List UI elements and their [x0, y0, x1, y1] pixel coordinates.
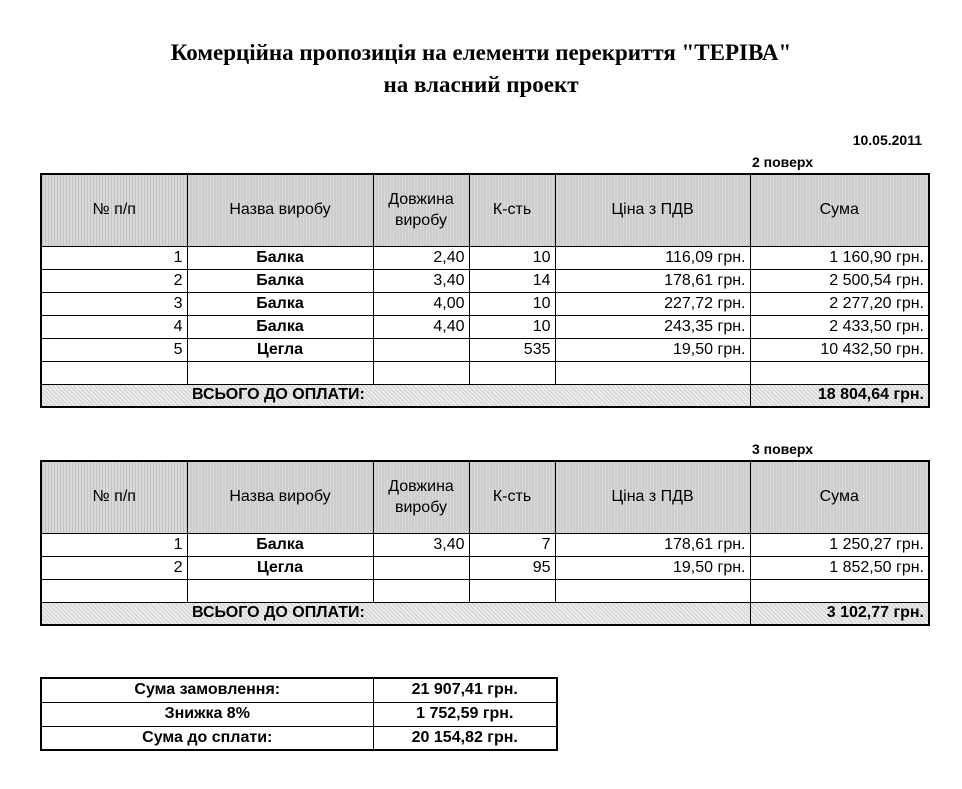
table-row	[41, 269, 929, 292]
cell-name: Балка	[187, 269, 373, 292]
offer-table-floor-3	[40, 460, 930, 626]
document-title: Комерційна пропозиція на елементи перекриття "ТЕРІВА"	[170, 40, 792, 65]
summary-value: 1 752,59 грн.	[373, 702, 557, 726]
table-row	[41, 315, 929, 338]
header-price: Ціна з ПДВ	[555, 461, 750, 533]
header-qty: К-сть	[469, 174, 555, 246]
cell-sum: 1 250,27 грн.	[750, 533, 929, 556]
cell-sum: 10 432,50 грн.	[750, 338, 929, 361]
table-row	[41, 338, 929, 361]
cell-length: 4,40	[373, 315, 469, 338]
header-qty: К-сть	[469, 461, 555, 533]
header-length: Довжина виробу	[373, 174, 469, 246]
table-header-row	[41, 174, 929, 246]
cell-num: 1	[41, 246, 187, 269]
cell-sum: 1 160,90 грн.	[750, 246, 929, 269]
floor-label-2: 2 поверх	[752, 154, 814, 170]
document-date: 10.05.2011	[852, 132, 922, 148]
cell-length: 2,40	[373, 246, 469, 269]
cell-name: Цегла	[187, 556, 373, 579]
empty-row	[41, 579, 929, 602]
cell-qty: 7	[469, 533, 555, 556]
cell-sum: 2 277,20 грн.	[750, 292, 929, 315]
table-row	[41, 292, 929, 315]
header-sum: Сума	[750, 461, 929, 533]
cell-price: 178,61 грн.	[555, 533, 750, 556]
table-row	[41, 533, 929, 556]
total-row	[41, 384, 929, 407]
cell-num: 2	[41, 269, 187, 292]
total-value: 18 804,64 грн.	[750, 384, 929, 407]
cell-name: Балка	[187, 246, 373, 269]
cell-length: 3,40	[373, 533, 469, 556]
order-summary-table	[40, 677, 558, 751]
cell-length	[373, 338, 469, 361]
cell-name: Цегла	[187, 338, 373, 361]
header-sum: Сума	[750, 174, 929, 246]
cell-qty: 95	[469, 556, 555, 579]
cell-qty: 10	[469, 292, 555, 315]
summary-row	[41, 678, 557, 702]
header-num: № п/п	[41, 461, 187, 533]
cell-price: 19,50 грн.	[555, 338, 750, 361]
table-row	[41, 556, 929, 579]
cell-name: Балка	[187, 315, 373, 338]
cell-length: 3,40	[373, 269, 469, 292]
total-row	[41, 602, 929, 625]
document-subtitle: на власний проект	[383, 72, 579, 97]
table-row	[41, 246, 929, 269]
cell-price: 116,09 грн.	[555, 246, 750, 269]
cell-name: Балка	[187, 292, 373, 315]
cell-price: 243,35 грн.	[555, 315, 750, 338]
header-name: Назва виробу	[187, 461, 373, 533]
cell-num: 2	[41, 556, 187, 579]
summary-row	[41, 702, 557, 726]
summary-value: 20 154,82 грн.	[373, 726, 557, 750]
header-price: Ціна з ПДВ	[555, 174, 750, 246]
summary-label: Знижка 8%	[41, 702, 373, 726]
cell-qty: 10	[469, 315, 555, 338]
cell-name: Балка	[187, 533, 373, 556]
floor-label-3: 3 поверх	[752, 441, 814, 457]
cell-sum: 2 433,50 грн.	[750, 315, 929, 338]
header-name: Назва виробу	[187, 174, 373, 246]
total-label: ВСЬОГО ДО ОПЛАТИ:	[41, 602, 750, 625]
cell-qty: 535	[469, 338, 555, 361]
header-num: № п/п	[41, 174, 187, 246]
summary-value: 21 907,41 грн.	[373, 678, 557, 702]
cell-sum: 1 852,50 грн.	[750, 556, 929, 579]
cell-qty: 14	[469, 269, 555, 292]
cell-num: 5	[41, 338, 187, 361]
cell-price: 227,72 грн.	[555, 292, 750, 315]
cell-num: 4	[41, 315, 187, 338]
cell-num: 3	[41, 292, 187, 315]
empty-row	[41, 361, 929, 384]
cell-price: 178,61 грн.	[555, 269, 750, 292]
offer-table-floor-2	[40, 173, 930, 408]
total-label: ВСЬОГО ДО ОПЛАТИ:	[41, 384, 750, 407]
cell-num: 1	[41, 533, 187, 556]
summary-label: Сума замовлення:	[41, 678, 373, 702]
header-length: Довжина виробу	[373, 461, 469, 533]
cell-length: 4,00	[373, 292, 469, 315]
summary-label: Сума до сплати:	[41, 726, 373, 750]
summary-row	[41, 726, 557, 750]
cell-sum: 2 500,54 грн.	[750, 269, 929, 292]
cell-price: 19,50 грн.	[555, 556, 750, 579]
table-header-row	[41, 461, 929, 533]
total-value: 3 102,77 грн.	[750, 602, 929, 625]
cell-length	[373, 556, 469, 579]
cell-qty: 10	[469, 246, 555, 269]
